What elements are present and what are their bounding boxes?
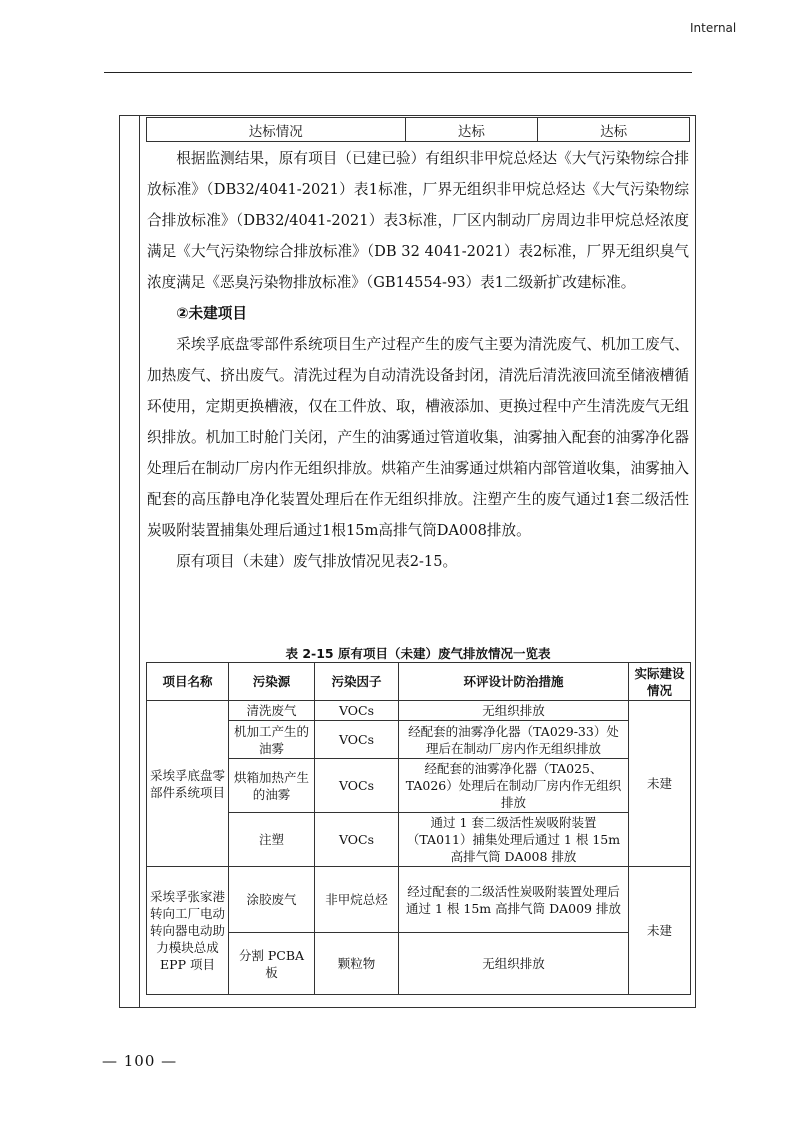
- compliance-value: 达标: [405, 118, 538, 142]
- unbuilt-paragraph: 采埃孚底盘零部件系统项目生产过程产生的废气主要为清洗废气、机加工废气、加热废气、挤出废气。清洗过程为自动清洗设备封闭，清洗后清洗液回流至储液槽循环使用，定期更换槽液，仅在工件放、取，槽液添加、更换过程中产生清洗废气无组织排放。机加工时舱门关闭，产生的油雾通过管道收集，油雾抽入配套的油雾净化器处理后在制动厂房内作无组织排放。烘箱产生油雾通过烘箱内部管道收集，油雾抽入配套的高压静电净化装置处理后在作无组织排放。注塑产生的废气通过1套二级活性炭吸附装置捕集处理后通过1根15m高排气筒DA008排放。: [147, 336, 689, 539]
- source-cell: 涂胶废气: [229, 867, 315, 933]
- source-cell: 清洗废气: [229, 701, 315, 721]
- table-caption: 表 2-15 原有项目（未建）废气排放情况一览表: [285, 646, 551, 661]
- compliance-label: 达标情况: [147, 118, 406, 142]
- compliance-table: [146, 117, 690, 142]
- section-subheading: ②未建项目: [176, 305, 247, 322]
- measure-cell: 无组织排放: [399, 701, 629, 721]
- source-cell: 分割 PCBA 板: [229, 933, 315, 995]
- factor-cell: VOCs: [315, 813, 399, 867]
- col-header-project: 项目名称: [147, 663, 229, 701]
- header-label: Internal: [690, 21, 737, 35]
- monitoring-paragraph: 根据监测结果，原有项目（已建已验）有组织非甲烷总烃达《大气污染物综合排放标准》（DB32/4041-2021）表1标准，厂界无组织非甲烷总烃达《大气污染物综合排放标准》（DB32/4041-2021）表3标准，厂区内制动厂房周边非甲烷总烃浓度满足《大气污染物综合排放标准》（DB 32 4041-2021）表2标准，厂界无组织臭气浓度满足《恶臭污染物排放标准》（GB14554-93）表1二级新扩改建标准。: [147, 150, 689, 291]
- page-number: — 100 —: [102, 1052, 178, 1070]
- measure-cell: 经配套的油雾净化器（TA029-33）处理后在制动厂房内作无组织排放: [399, 721, 629, 759]
- factor-cell: 颗粒物: [315, 933, 399, 995]
- reference-paragraph: 原有项目（未建）废气排放情况见表2-15。: [176, 553, 458, 570]
- col-header-factor: 污染因子: [315, 663, 399, 701]
- factor-cell: VOCs: [315, 759, 399, 813]
- header-rule: [104, 72, 692, 73]
- source-cell: 机加工产生的油雾: [229, 721, 315, 759]
- col-header-source: 污染源: [229, 663, 315, 701]
- table-row: [147, 701, 691, 721]
- body-text-block-1: [147, 143, 689, 577]
- measure-cell: 经配套的油雾净化器（TA025、TA026）处理后在制动厂房内作无组织排放: [399, 759, 629, 813]
- project-name-cell: 采埃孚底盘零部件系统项目: [147, 701, 229, 867]
- table-header-row: [147, 663, 691, 701]
- factor-cell: VOCs: [315, 701, 399, 721]
- factor-cell: 非甲烷总烃: [315, 867, 399, 933]
- measure-cell: 无组织排放: [399, 933, 629, 995]
- source-cell: 烘箱加热产生的油雾: [229, 759, 315, 813]
- source-cell: 注塑: [229, 813, 315, 867]
- status-cell: 未建: [629, 701, 691, 867]
- status-cell: 未建: [629, 867, 691, 995]
- frame-divider: [139, 115, 140, 1008]
- measure-cell: 通过 1 套二级活性炭吸附装置（TA011）捕集处理后通过 1 根 15m 高排气筒 DA008 排放: [399, 813, 629, 867]
- table-row: [147, 721, 691, 759]
- project-name-cell: 采埃孚张家港转向工厂电动转向器电动助力模块总成EPP 项目: [147, 867, 229, 995]
- table-row: [147, 867, 691, 933]
- table-row: [147, 813, 691, 867]
- table-row: [147, 759, 691, 813]
- factor-cell: VOCs: [315, 721, 399, 759]
- col-header-status: 实际建设情况: [629, 663, 691, 701]
- table-row: [147, 933, 691, 995]
- table-row: [147, 118, 690, 142]
- measure-cell: 经过配套的二级活性炭吸附装置处理后通过 1 根 15m 高排气筒 DA009 排放: [399, 867, 629, 933]
- emission-table: [146, 662, 691, 995]
- col-header-measure: 环评设计防治措施: [399, 663, 629, 701]
- compliance-value: 达标: [538, 118, 690, 142]
